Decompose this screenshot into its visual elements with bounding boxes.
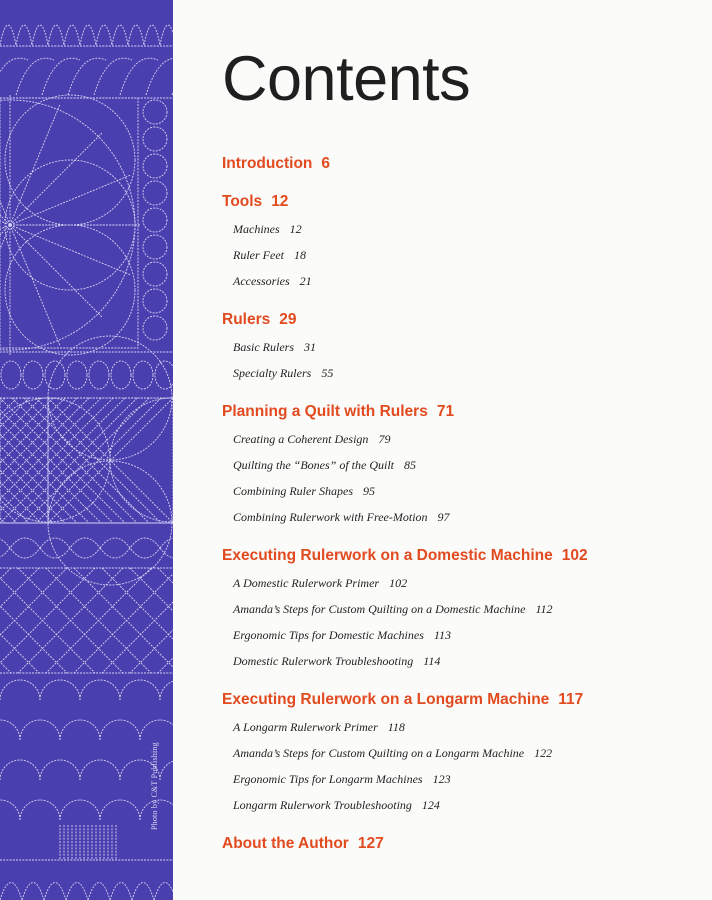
crosshatch-stitch	[0, 398, 113, 523]
feather-stitch	[172, 58, 173, 95]
clamshell-stitch	[40, 760, 80, 780]
toc-section[interactable]	[233, 714, 692, 740]
feather-stitch	[42, 58, 80, 95]
toc-section[interactable]	[233, 622, 692, 648]
ray-stitch	[10, 105, 60, 225]
toc-chapter	[222, 190, 692, 294]
section-title: Amanda’s Steps for Custom Quilting on a Domestic Machine	[233, 602, 526, 616]
ray-stitch	[10, 225, 102, 317]
toc-section[interactable]	[233, 242, 692, 268]
section-page-number: 113	[433, 628, 451, 642]
chapter-title: About the Author	[222, 835, 349, 852]
chapter-page-number: 127	[357, 835, 384, 852]
chapter-title: Executing Rulerwork on a Longarm Machine	[222, 691, 550, 708]
pebble-stitch	[67, 361, 87, 389]
chapter-heading[interactable]	[222, 190, 692, 214]
arch-stitch	[0, 25, 16, 45]
arch-stitch	[96, 25, 112, 45]
section-page-number: 102	[389, 576, 408, 590]
chapter-heading[interactable]	[222, 400, 692, 424]
ray-stitch	[10, 225, 130, 275]
chapter-page-number: 71	[436, 403, 455, 420]
circle-stitch	[143, 154, 167, 178]
section-title: Amanda’s Steps for Custom Quilting on a Longarm Machine	[233, 746, 525, 760]
toc-section[interactable]	[233, 596, 692, 622]
toc-section[interactable]	[233, 360, 692, 386]
circle-stitch	[143, 100, 167, 124]
toc-section[interactable]	[233, 478, 692, 504]
clamshell-stitch	[0, 720, 20, 740]
circle-stitch	[143, 181, 167, 205]
arch-stitch	[22, 883, 44, 900]
clamshell-stitch	[80, 680, 120, 700]
chapter-heading[interactable]	[222, 544, 692, 568]
section-page-number: 97	[437, 510, 450, 524]
feather-stitch	[0, 58, 28, 95]
toc-section[interactable]	[233, 570, 692, 596]
section-list	[222, 334, 692, 386]
toc-section[interactable]	[233, 452, 692, 478]
ray-stitch	[0, 133, 10, 225]
lattice-stitch	[102, 568, 173, 673]
page-title: Contents	[222, 44, 471, 114]
feather-stitch	[94, 58, 132, 95]
clamshell-stitch	[0, 760, 40, 780]
clamshell-stitch	[40, 680, 80, 700]
section-title: Basic Rulers	[233, 340, 294, 354]
toc-section[interactable]	[233, 426, 692, 452]
circle-stitch	[143, 262, 167, 286]
section-title: Accessories	[233, 274, 290, 288]
chapter-heading[interactable]	[222, 152, 692, 176]
arch-stitch	[132, 883, 154, 900]
arch-stitch	[88, 883, 110, 900]
toc-chapter	[222, 544, 692, 674]
pebble-stitch	[89, 361, 109, 389]
toc-section[interactable]	[233, 792, 692, 818]
section-page-number: 21	[299, 274, 312, 288]
crosshatch-stitch	[0, 398, 89, 523]
wave-stitch	[0, 538, 40, 558]
arch-stitch	[32, 25, 48, 45]
quilt-stitching-pattern	[0, 0, 173, 900]
chapter-title: Executing Rulerwork on a Domestic Machine	[222, 547, 553, 564]
table-of-contents	[222, 152, 692, 870]
lattice-stitch	[130, 568, 173, 673]
section-page-number: 55	[321, 366, 334, 380]
circle-stitch	[143, 289, 167, 313]
ray-stitch	[0, 225, 10, 317]
section-page-number: 85	[404, 458, 416, 472]
section-title: Ergonomic Tips for Domestic Machines	[233, 628, 424, 642]
arch-stitch	[110, 883, 132, 900]
feather-stitch	[16, 58, 54, 95]
section-page-number: 95	[363, 484, 375, 498]
circle-stitch	[143, 208, 167, 232]
clamshell-stitch	[100, 800, 140, 820]
arch-stitch	[160, 25, 173, 45]
lattice-stitch	[130, 568, 173, 673]
toc-chapter	[222, 152, 692, 176]
section-title: Combining Ruler Shapes	[233, 484, 353, 498]
section-title: Machines	[233, 222, 280, 236]
toc-section[interactable]	[233, 334, 692, 360]
toc-section[interactable]	[233, 648, 692, 674]
crosshatch-stitch	[0, 398, 89, 523]
section-page-number: 122	[534, 746, 553, 760]
chapter-heading[interactable]	[222, 308, 692, 332]
lattice-stitch	[102, 568, 173, 673]
chapter-title: Tools	[222, 193, 263, 210]
section-title: Longarm Rulerwork Troubleshooting	[233, 798, 412, 812]
section-list	[222, 714, 692, 818]
quilt-photo	[0, 0, 173, 900]
arch-stitch	[154, 883, 173, 900]
wave-stitch	[100, 538, 160, 558]
chapter-page-number: 29	[279, 311, 297, 328]
arch-stitch	[48, 25, 64, 45]
section-page-number: 114	[423, 654, 441, 668]
pebble-stitch	[45, 361, 65, 389]
chapter-heading[interactable]	[222, 832, 692, 856]
chapter-title: Planning a Quilt with Rulers	[222, 403, 428, 420]
toc-section[interactable]	[233, 268, 692, 294]
circle-stitch	[143, 316, 167, 340]
chapter-heading[interactable]	[222, 688, 692, 712]
feather-stitch	[146, 58, 173, 95]
pebble-stitch	[133, 361, 153, 389]
section-title: A Domestic Rulerwork Primer	[233, 576, 380, 590]
pebble-stitch	[23, 361, 43, 389]
section-page-number: 79	[378, 432, 391, 446]
arch-stitch	[64, 25, 80, 45]
clamshell-stitch	[0, 680, 40, 700]
section-title: Ruler Feet	[233, 248, 284, 262]
clamshell-stitch	[20, 720, 60, 740]
section-page-number: 124	[421, 798, 440, 812]
petal-stitch	[5, 225, 135, 355]
clamshell-stitch	[140, 720, 173, 740]
feather-stitch	[120, 58, 158, 95]
toc-section[interactable]	[233, 216, 692, 242]
arch-stitch	[112, 25, 128, 45]
arch-stitch	[16, 25, 32, 45]
clamshell-stitch	[120, 680, 160, 700]
section-page-number: 118	[387, 720, 405, 734]
clamshell-stitch	[80, 760, 120, 780]
chapter-page-number: 102	[561, 547, 588, 564]
section-list	[222, 570, 692, 674]
section-title: Combining Rulerwork with Free-Motion	[233, 510, 428, 524]
toc-section[interactable]	[233, 740, 692, 766]
arch-stitch	[128, 25, 144, 45]
arch-stitch	[80, 25, 96, 45]
arch-stitch	[66, 883, 88, 900]
section-page-number: 18	[293, 248, 306, 262]
photo-credit: Photo by C&T Publishing	[150, 742, 159, 830]
section-list	[222, 216, 692, 294]
chapter-page-number: 12	[271, 193, 289, 210]
section-title: Creating a Coherent Design	[233, 432, 369, 446]
pebble-stitch	[1, 361, 21, 389]
ray-stitch	[10, 175, 130, 225]
section-list	[222, 426, 692, 530]
clamshell-stitch	[100, 720, 140, 740]
pebble-stitch	[111, 361, 131, 389]
toc-chapter	[222, 832, 692, 856]
wave-stitch	[0, 538, 40, 558]
toc-chapter	[222, 688, 692, 818]
wave-stitch	[40, 538, 100, 558]
circle-stitch	[143, 127, 167, 151]
clamshell-stitch	[60, 720, 100, 740]
chapter-title: Rulers	[222, 311, 271, 328]
feather-stitch	[68, 58, 106, 95]
clamshell-stitch	[160, 760, 173, 780]
lattice-stitch	[158, 568, 173, 673]
section-page-number: 12	[289, 222, 302, 236]
toc-section[interactable]	[233, 766, 692, 792]
lattice-stitch	[158, 568, 173, 673]
toc-chapter	[222, 400, 692, 530]
section-title: Ergonomic Tips for Longarm Machines	[233, 772, 423, 786]
section-page-number: 31	[304, 340, 316, 354]
wave-stitch	[40, 538, 100, 558]
clamshell-stitch	[60, 800, 100, 820]
chapter-page-number: 6	[321, 155, 331, 172]
section-page-number: 112	[535, 602, 553, 616]
arch-stitch	[144, 25, 160, 45]
clamshell-stitch	[20, 800, 60, 820]
arch-stitch	[0, 883, 22, 900]
arch-stitch	[44, 883, 66, 900]
wave-stitch	[100, 538, 160, 558]
section-title: A Longarm Rulerwork Primer	[233, 720, 378, 734]
toc-chapter	[222, 308, 692, 386]
circle-stitch	[143, 235, 167, 259]
section-title: Domestic Rulerwork Troubleshooting	[233, 654, 414, 668]
chapter-page-number: 117	[558, 691, 584, 708]
chapter-title: Introduction	[222, 155, 313, 172]
section-title: Quilting the “Bones” of the Quilt	[233, 458, 394, 472]
ray-stitch	[10, 225, 60, 345]
clamshell-stitch	[160, 680, 173, 700]
section-title: Specialty Rulers	[233, 366, 312, 380]
block-border-stitch	[0, 98, 138, 348]
clamshell-stitch	[0, 800, 20, 820]
toc-section[interactable]	[233, 504, 692, 530]
crosshatch-stitch	[0, 398, 113, 523]
section-page-number: 123	[432, 772, 451, 786]
